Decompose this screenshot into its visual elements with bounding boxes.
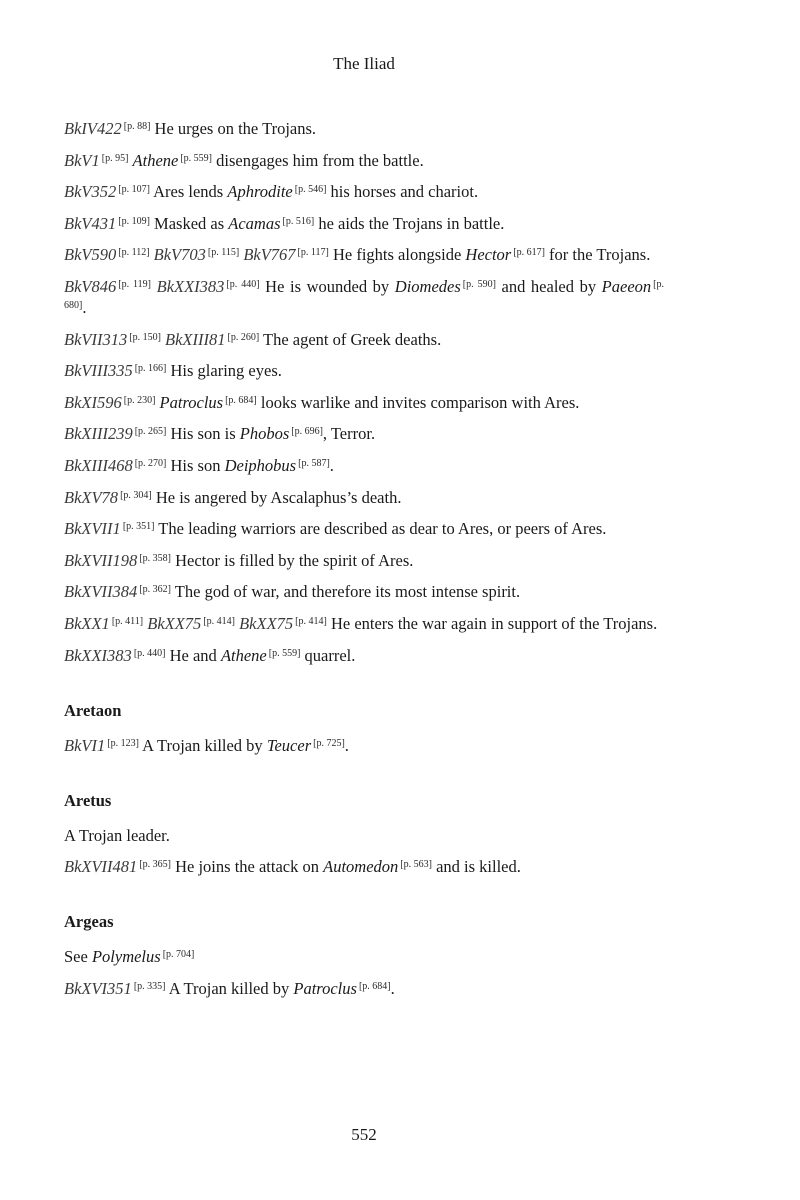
page-reference-link[interactable]: [p. 704] [162, 949, 195, 961]
character-name-link[interactable]: Patroclus [293, 978, 357, 998]
entry-text: A Trojan killed by [138, 735, 267, 755]
book-reference-link[interactable]: BkXVI351 [64, 978, 132, 998]
page-reference-link[interactable]: [p. 117] [297, 247, 329, 259]
page-reference-link[interactable]: [p. 440] [226, 278, 260, 290]
entry-text: . [329, 455, 334, 475]
glossary-entry [64, 329, 664, 350]
book-reference-link[interactable]: BkV846 [64, 276, 117, 296]
page-number: 552 [351, 1125, 377, 1144]
character-name-link[interactable]: Paeeon [601, 276, 652, 296]
page-reference-link[interactable]: [p. 150] [129, 331, 161, 343]
character-name-link[interactable]: Patroclus [159, 392, 224, 412]
glossary-entry [64, 581, 664, 602]
page-reference-link[interactable]: [p. 358] [139, 552, 171, 564]
page-reference-link[interactable]: [p. 563] [400, 859, 432, 871]
entry-text: . [344, 735, 349, 755]
glossary-entry [64, 392, 664, 413]
book-reference-link[interactable]: BkXVII1 [64, 519, 121, 539]
glossary-entry [64, 276, 664, 318]
glossary-entry [64, 856, 664, 877]
character-name-link[interactable]: Phobos [239, 424, 290, 444]
entry-text: He joins the attack on [170, 857, 324, 877]
book-reference-link[interactable]: BkXXI383 [64, 645, 132, 665]
entry-text: A Trojan leader. [64, 825, 170, 845]
entry-text: He and [165, 645, 221, 665]
page-reference-link[interactable]: [p. 440] [133, 647, 166, 659]
character-name-link[interactable]: Diomedes [394, 276, 461, 296]
glossary-entry [64, 946, 664, 967]
book-reference-link[interactable]: BkXVII481 [64, 857, 138, 877]
page-reference-link[interactable]: [p. 109] [118, 215, 150, 227]
entry-text: and healed by [495, 276, 602, 296]
character-name-link[interactable]: Polymelus [91, 947, 161, 967]
page-reference-link[interactable]: [p. 696] [291, 426, 323, 438]
page-reference-link[interactable]: [p. 166] [134, 363, 167, 375]
entry-text: He is angered by Ascalaphus’s death. [151, 487, 402, 507]
glossary-section [64, 790, 664, 878]
entry-text: disengages him from the battle. [212, 150, 424, 170]
entry-text: he aids the Trojans in battle. [314, 213, 505, 233]
entry-text: He is wounded by [259, 276, 395, 296]
glossary-entry [64, 244, 664, 265]
book-reference-link[interactable]: BkVIII335 [64, 361, 133, 381]
character-name-link[interactable]: Teucer [266, 735, 312, 755]
page-reference-link[interactable]: [p. 123] [107, 737, 139, 749]
character-name-link[interactable]: Athene [220, 645, 267, 665]
glossary-entry [64, 487, 664, 508]
page-reference-link[interactable]: [p. 559] [268, 647, 301, 659]
entry-text: The agent of Greek deaths. [259, 329, 442, 349]
page-reference-link[interactable]: [p. 411] [111, 615, 144, 627]
page-reference-link[interactable]: [p. 617] [513, 247, 545, 259]
glossary-entry [64, 360, 664, 381]
glossary-entry [64, 150, 664, 171]
glossary-entry [64, 550, 664, 571]
entry-text: A Trojan killed by [165, 978, 294, 998]
entry-text: The god of war, and therefore its most intense spirit. [170, 582, 521, 602]
page-reference-link[interactable]: [p. 335] [133, 980, 166, 992]
entry-text: . [82, 297, 87, 317]
page-reference-link[interactable]: [p. 587] [298, 457, 330, 469]
page-reference-link[interactable]: [p. 95] [101, 152, 129, 164]
page-reference-link[interactable]: [p. 725] [313, 737, 345, 749]
page-reference-link[interactable]: [p. 351] [122, 521, 155, 533]
entry-text: Hector is filled by the spirit of Ares. [170, 550, 414, 570]
page-reference-link[interactable]: [p. 559] [180, 152, 213, 164]
page-reference-link[interactable]: [p. 684] [225, 394, 257, 406]
page-reference-link[interactable]: [p. 88] [123, 121, 151, 132]
page-reference-link[interactable]: [p. 414] [295, 615, 327, 627]
character-name-link[interactable]: Aphrodite [227, 182, 293, 202]
glossary-entry [64, 645, 664, 666]
page-reference-link[interactable]: [p. 516] [282, 215, 315, 227]
entry-text: quarrel. [300, 645, 356, 665]
book-reference-link[interactable]: BkXI596 [64, 392, 122, 412]
entry-text: his horses and chariot. [326, 182, 479, 202]
character-name-link[interactable]: Athene [132, 150, 179, 170]
book-reference-link[interactable]: BkV352 [64, 182, 117, 202]
glossary-entry [64, 118, 664, 139]
page-reference-link[interactable]: [p. 680] [64, 278, 664, 311]
page-reference-link[interactable]: [p. 362] [139, 584, 171, 596]
entry-text: He urges on the Trojans. [150, 119, 317, 138]
page-reference-link[interactable]: [p. 107] [118, 184, 150, 196]
glossary-entry [64, 825, 664, 846]
page-reference-link[interactable]: [p. 265] [134, 426, 167, 438]
character-name-link[interactable]: Deiphobus [224, 455, 297, 475]
section-heading: Argeas [64, 912, 114, 932]
book-reference-link[interactable]: BkXX75 [239, 613, 294, 633]
book-reference-link[interactable]: BkV703 [153, 245, 206, 265]
book-reference-link[interactable]: BkXVII198 [64, 550, 138, 570]
entry-text: , Terror. [322, 424, 376, 444]
entry-text: The leading warriors are described as dear to Ares, or peers of Ares. [154, 519, 607, 539]
book-reference-link[interactable]: BkIV422 [64, 119, 122, 138]
glossary-entry [64, 978, 664, 999]
book-reference-link[interactable]: BkXXI383 [156, 276, 225, 296]
character-name-link[interactable]: Acamas [228, 213, 281, 233]
glossary-sections [64, 700, 664, 999]
page-reference-link[interactable]: [p. 414] [203, 615, 235, 627]
entry-text: His glaring eyes. [166, 361, 282, 381]
entry-text: His son [166, 455, 225, 475]
glossary-entry [64, 455, 664, 476]
entry-text: His son is [166, 424, 240, 444]
book-reference-link[interactable]: BkVII313 [64, 329, 128, 349]
entry-text: Ares lends [149, 182, 228, 202]
entry-text: and is killed. [431, 857, 521, 877]
page-reference-link[interactable]: [p. 270] [134, 457, 167, 469]
glossary-entry [64, 213, 664, 234]
page-reference-link[interactable]: [p. 304] [120, 489, 152, 501]
page-reference-link[interactable]: [p. 112] [118, 247, 150, 259]
book-reference-link[interactable]: BkV431 [64, 213, 117, 233]
page-reference-link[interactable]: [p. 546] [294, 184, 327, 196]
page-reference-link[interactable]: [p. 115] [207, 247, 240, 259]
page-reference-link[interactable]: [p. 365] [139, 859, 171, 871]
book-reference-link[interactable]: BkXIII468 [64, 455, 133, 475]
entry-text: looks warlike and invites comparison with Ares. [256, 392, 580, 412]
glossary-entry [64, 423, 664, 444]
page-reference-link[interactable]: [p. 119] [118, 278, 151, 290]
book-reference-link[interactable]: BkXIII81 [165, 329, 226, 349]
book-reference-link[interactable]: BkV1 [64, 150, 100, 170]
section-heading: Aretaon [64, 700, 122, 720]
section-heading: Aretus [64, 790, 112, 810]
book-reference-link[interactable]: BkXIII239 [64, 424, 133, 444]
glossary-section [64, 700, 664, 756]
book-reference-link[interactable]: BkXV78 [64, 487, 119, 507]
ares-entry-list [64, 118, 664, 666]
running-head-title: The Iliad [333, 54, 395, 73]
page-reference-link[interactable]: [p. 590] [462, 278, 496, 290]
entry-text: . [390, 978, 395, 998]
page-reference-link[interactable]: [p. 260] [227, 331, 260, 343]
page-reference-link[interactable]: [p. 684] [358, 980, 391, 992]
entry-text: He fights alongside [328, 245, 466, 265]
glossary-entry [64, 518, 664, 539]
glossary-entry [64, 735, 664, 756]
glossary-section [64, 911, 664, 999]
glossary-entry [64, 613, 664, 634]
glossary-content [64, 118, 664, 1009]
character-name-link[interactable]: Hector [465, 245, 512, 265]
book-reference-link[interactable]: BkV590 [64, 245, 117, 265]
entry-text: He enters the war again in support of the Trojans. [326, 613, 658, 633]
book-reference-link[interactable]: BkV767 [243, 245, 296, 265]
book-reference-link[interactable]: BkXX75 [147, 613, 202, 633]
character-name-link[interactable]: Automedon [323, 857, 399, 877]
book-reference-link[interactable]: BkXVII384 [64, 582, 138, 602]
entry-text: for the Trojans. [544, 245, 651, 265]
glossary-entry [64, 181, 664, 202]
entry-text: See [64, 947, 92, 967]
book-reference-link[interactable]: BkXX1 [64, 613, 110, 633]
entry-text: Masked as [149, 213, 229, 233]
page-reference-link[interactable]: [p. 230] [123, 394, 156, 406]
book-reference-link[interactable]: BkVI1 [64, 735, 106, 755]
